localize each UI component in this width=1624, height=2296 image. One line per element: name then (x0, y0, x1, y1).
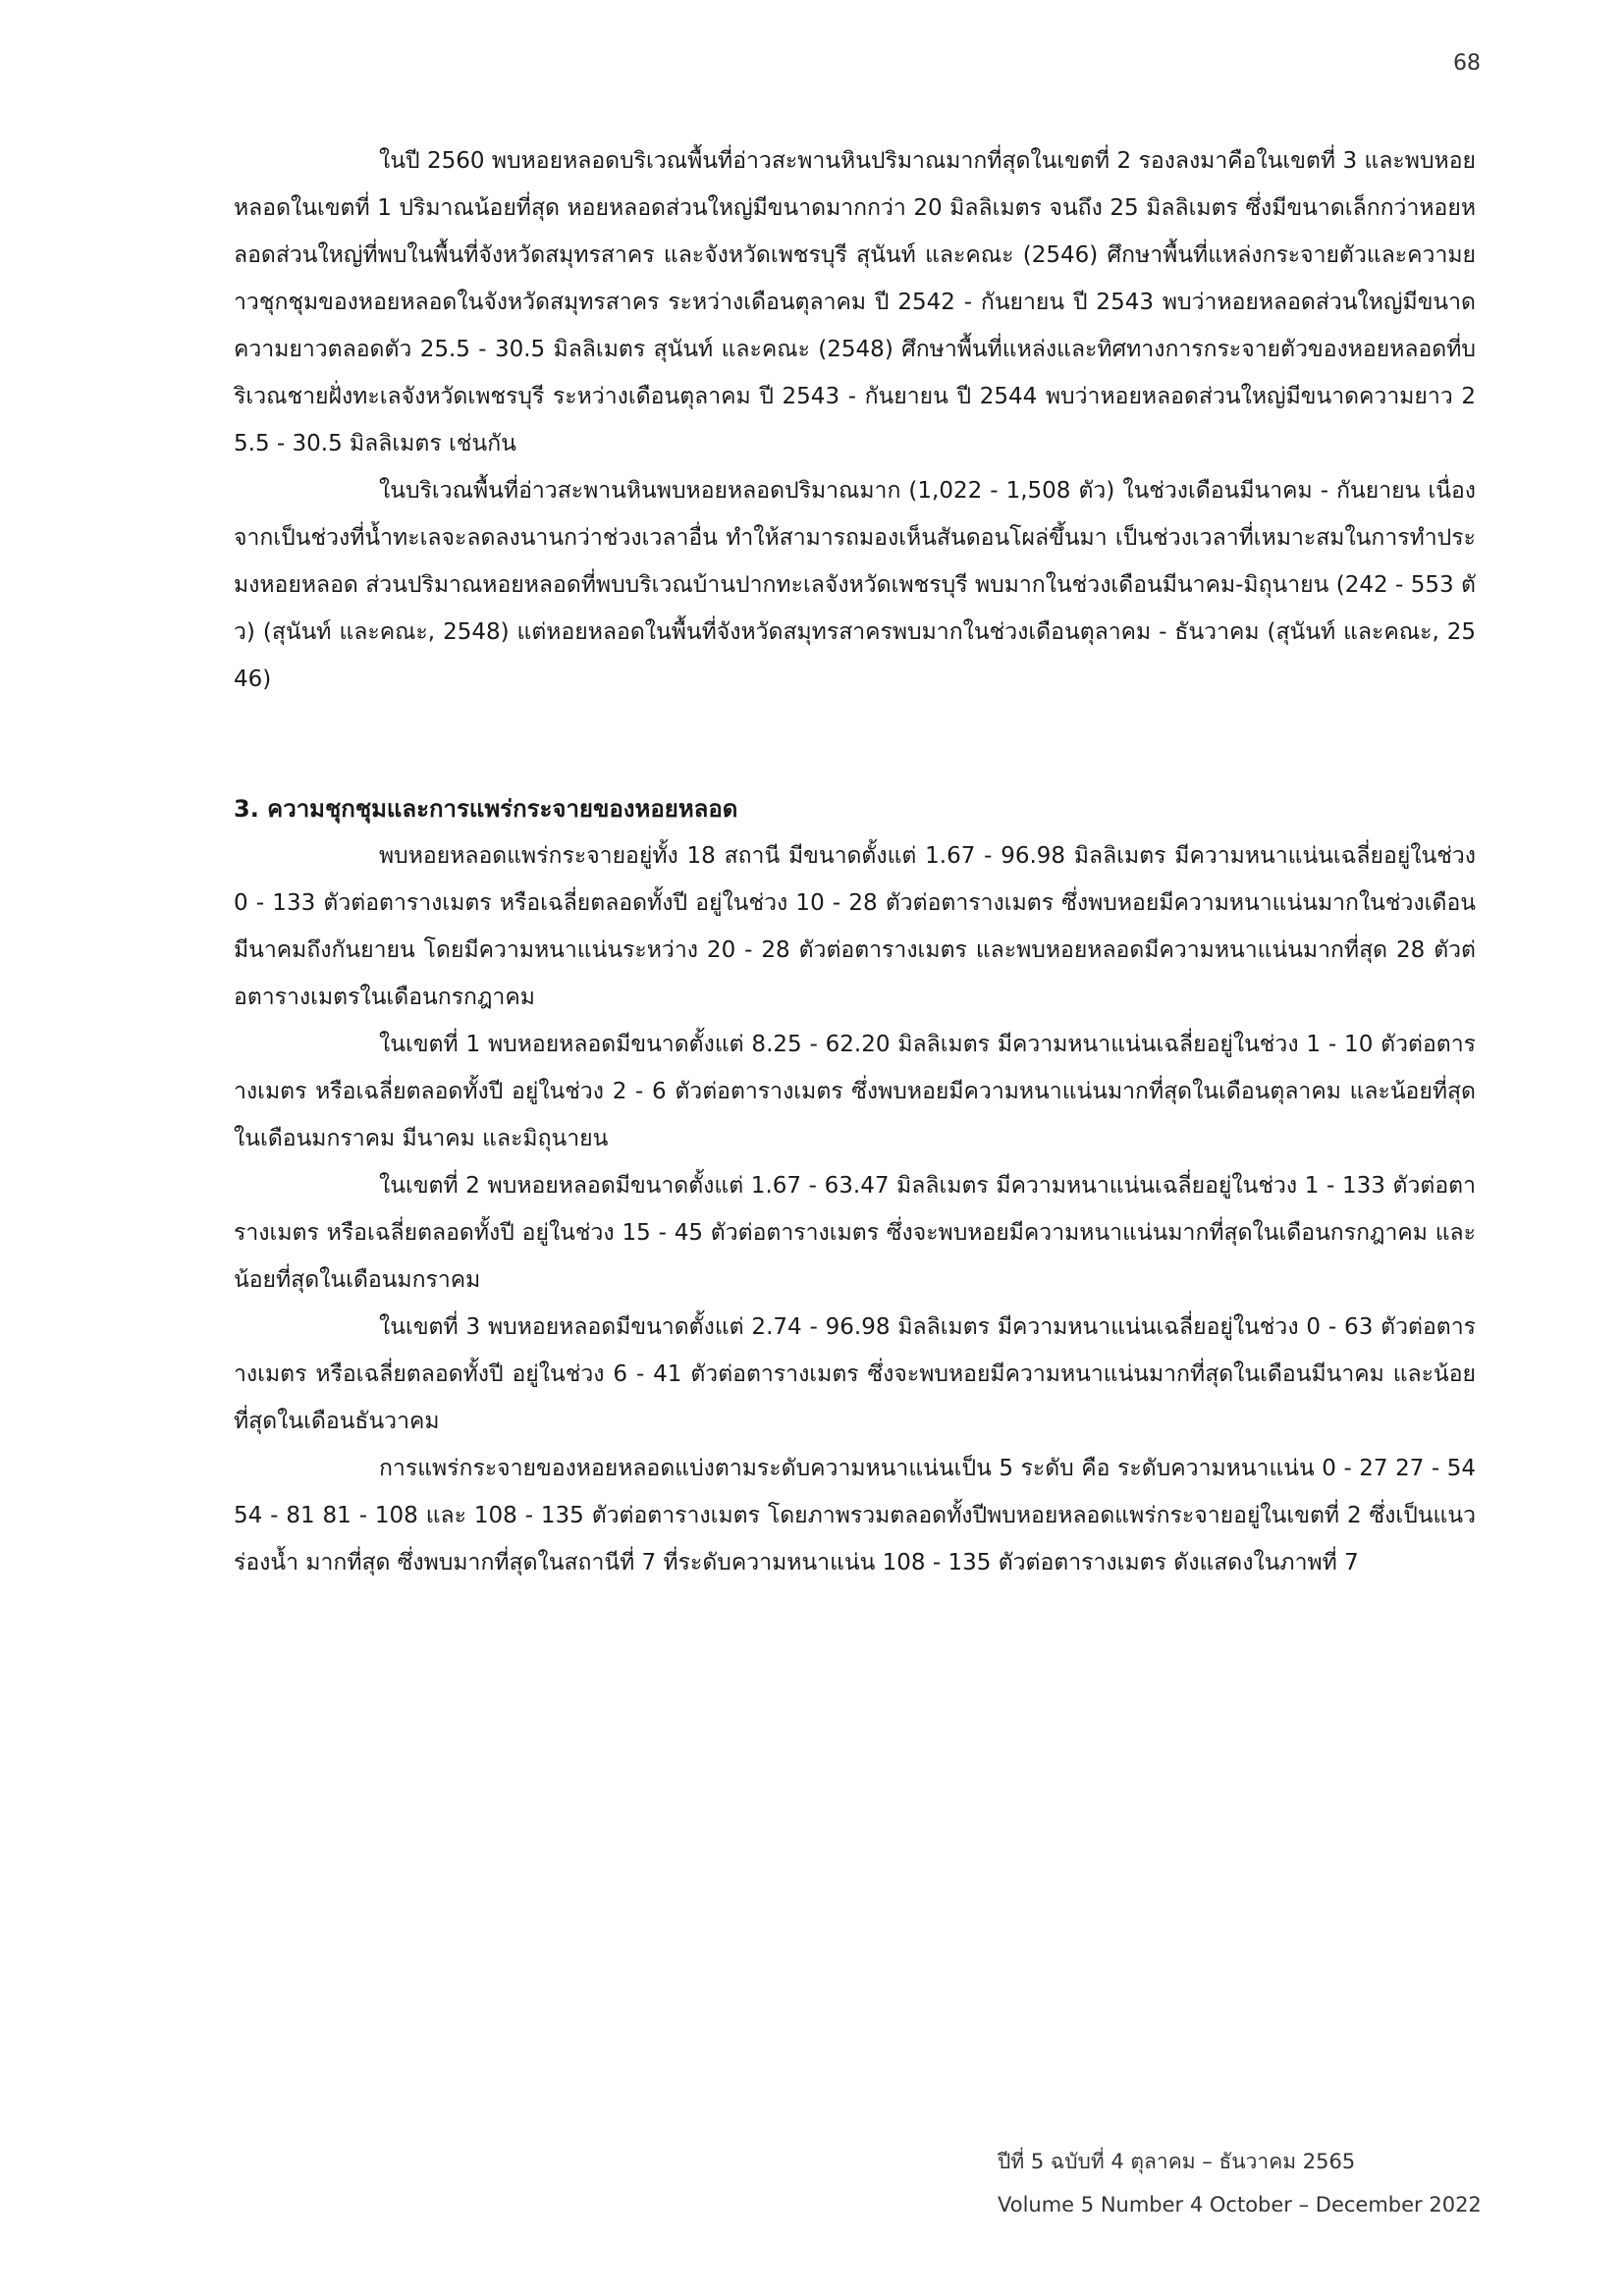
paragraph-size-comparison: ในปี 2560 พบหอยหลอดบริเวณพื้นที่อ่าวสะพานหินปริมาณมากที่สุดในเขตที่ 2 รองลงมาคือในเขตที่ 3 และพบหอยหลอดในเขตที่ 1 ปริมาณน้อยที่สุด หอยหลอดส่วนใหญ่มีขนาดมากกว่า 20 มิลลิเมตร จนถึง 25 มิลลิเมตร ซึ่งมีขนาดเล็กกว่าหอยหลอดส่วนใหญ่ที่พบในพื้นที่จังหวัดสมุทรสาคร และจังหวัดเพชรบุรี สุนันท์ และคณะ (2546) ศึกษาพื้นที่แหล่งกระจายตัวและความยาวชุกชุมของหอยหลอดในจังหวัดสมุทรสาคร ระหว่างเดือนตุลาคม ปี 2542 - กันยายน ปี 2543 พบว่าหอยหลอดส่วนใหญ่มีขนาดความยาวตลอดตัว 25.5 - 30.5 มิลลิเมตร สุนันท์ และคณะ (2548) ศึกษาพื้นที่แหล่งและทิศทางการกระจายตัวของหอยหลอดที่บริเวณชายฝั่งทะเลจังหวัดเพชรบุรี ระหว่างเดือนตุลาคม ปี 2543 - กันยายน ปี 2544 พบว่าหอยหลอดส่วนใหญ่มีขนาดความยาว 25.5 - 30.5 มิลลิเมตร เช่นกัน (234, 148, 1476, 456)
section-heading: 3. ความชุกชุมและการแพร่กระจายของหอยหลอด (234, 795, 738, 823)
paragraph-overall-density: พบหอยหลอดแพร่กระจายอยู่ทั้ง 18 สถานี มีขนาดตั้งแต่ 1.67 - 96.98 มิลลิเมตร มีความหนาแน่นเฉลี่ยอยู่ในช่วง 0 - 133 ตัวต่อตารางเมตร หรือเฉลี่ยตลอดทั้งปี อยู่ในช่วง 10 - 28 ตัวต่อตารางเมตร ซึ่งพบหอยมีความหนาแน่นมากในช่วงเดือนมีนาคมถึงกันยายน โดยมีความหนาแน่นระหว่าง 20 - 28 ตัวต่อตารางเมตร และพบหอยหลอดมีความหนาแน่นมากที่สุด 28 ตัวต่อตารางเมตรในเดือนกรกฎาคม (234, 843, 1476, 1010)
article-body (234, 137, 1476, 1586)
paragraph-zone-2: ในเขตที่ 2 พบหอยหลอดมีขนาดตั้งแต่ 1.67 - 63.47 มิลลิเมตร มีความหนาแน่นเฉลี่ยอยู่ในช่วง 1 - 133 ตัวต่อตารางเมตร หรือเฉลี่ยตลอดทั้งปี อยู่ในช่วง 15 - 45 ตัวต่อตารางเมตร ซึ่งจะพบหอยมีความหนาแน่นมากที่สุดในเดือนกรกฎาคม และน้อยที่สุดในเดือนมกราคม (234, 1173, 1476, 1293)
paragraph-seasonal-abundance: ในบริเวณพื้นที่อ่าวสะพานหินพบหอยหลอดปริมาณมาก (1,022 - 1,508 ตัว) ในช่วงเดือนมีนาคม - กันยายน เนื่องจากเป็นช่วงที่น้ำทะเลจะลดลงนานกว่าช่วงเวลาอื่น ทำให้สามารถมองเห็นสันดอนโผล่ขึ้นมา เป็นช่วงเวลาที่เหมาะสมในการทำประมงหอยหลอด ส่วนปริมาณหอยหลอดที่พบบริเวณบ้านปากทะเลจังหวัดเพชรบุรี พบมากในช่วงเดือนมีนาคม-มิถุนายน (242 - 553 ตัว) (สุนันท์ และคณะ, 2548) แต่หอยหลอดในพื้นที่จังหวัดสมุทรสาครพบมากในช่วงเดือนตุลาคม - ธันวาคม (สุนันท์ และคณะ, 2546) (234, 478, 1476, 692)
page-number: 68 (1453, 51, 1481, 76)
footer-issue-thai: ปีที่ 5 ฉบับที่ 4 ตุลาคม – ธันวาคม 2565 (998, 2150, 1356, 2173)
footer-issue-english: Volume 5 Number 4 October – December 2022 (998, 2193, 1482, 2216)
paragraph-distribution-levels: การแพร่กระจายของหอยหลอดแบ่งตามระดับความหนาแน่นเป็น 5 ระดับ คือ ระดับความหนาแน่น 0 - 27 27 - 54 54 - 81 81 - 108 และ 108 - 135 ตัวต่อตารางเมตร โดยภาพรวมตลอดทั้งปีพบหอยหลอดแพร่กระจายอยู่ในเขตที่ 2 ซึ่งเป็นแนวร่องน้ำ มากที่สุด ซึ่งพบมากที่สุดในสถานีที่ 7 ที่ระดับความหนาแน่น 108 - 135 ตัวต่อตารางเมตร ดังแสดงในภาพที่ 7 (234, 1456, 1476, 1575)
paragraph-zone-3: ในเขตที่ 3 พบหอยหลอดมีขนาดตั้งแต่ 2.74 - 96.98 มิลลิเมตร มีความหนาแน่นเฉลี่ยอยู่ในช่วง 0 - 63 ตัวต่อตารางเมตร หรือเฉลี่ยตลอดทั้งปี อยู่ในช่วง 6 - 41 ตัวต่อตารางเมตร ซึ่งจะพบหอยมีความหนาแน่นมากที่สุดในเดือนมีนาคม และน้อยที่สุดในเดือนธันวาคม (234, 1314, 1476, 1434)
paragraph-zone-1: ในเขตที่ 1 พบหอยหลอดมีขนาดตั้งแต่ 8.25 - 62.20 มิลลิเมตร มีความหนาแน่นเฉลี่ยอยู่ในช่วง 1 - 10 ตัวต่อตารางเมตร หรือเฉลี่ยตลอดทั้งปี อยู่ในช่วง 2 - 6 ตัวต่อตารางเมตร ซึ่งพบหอยมีความหนาแน่นมากที่สุดในเดือนตุลาคม และน้อยที่สุดในเดือนมกราคม มีนาคม และมิถุนายน (234, 1032, 1476, 1151)
journal-footer (998, 2140, 1482, 2226)
